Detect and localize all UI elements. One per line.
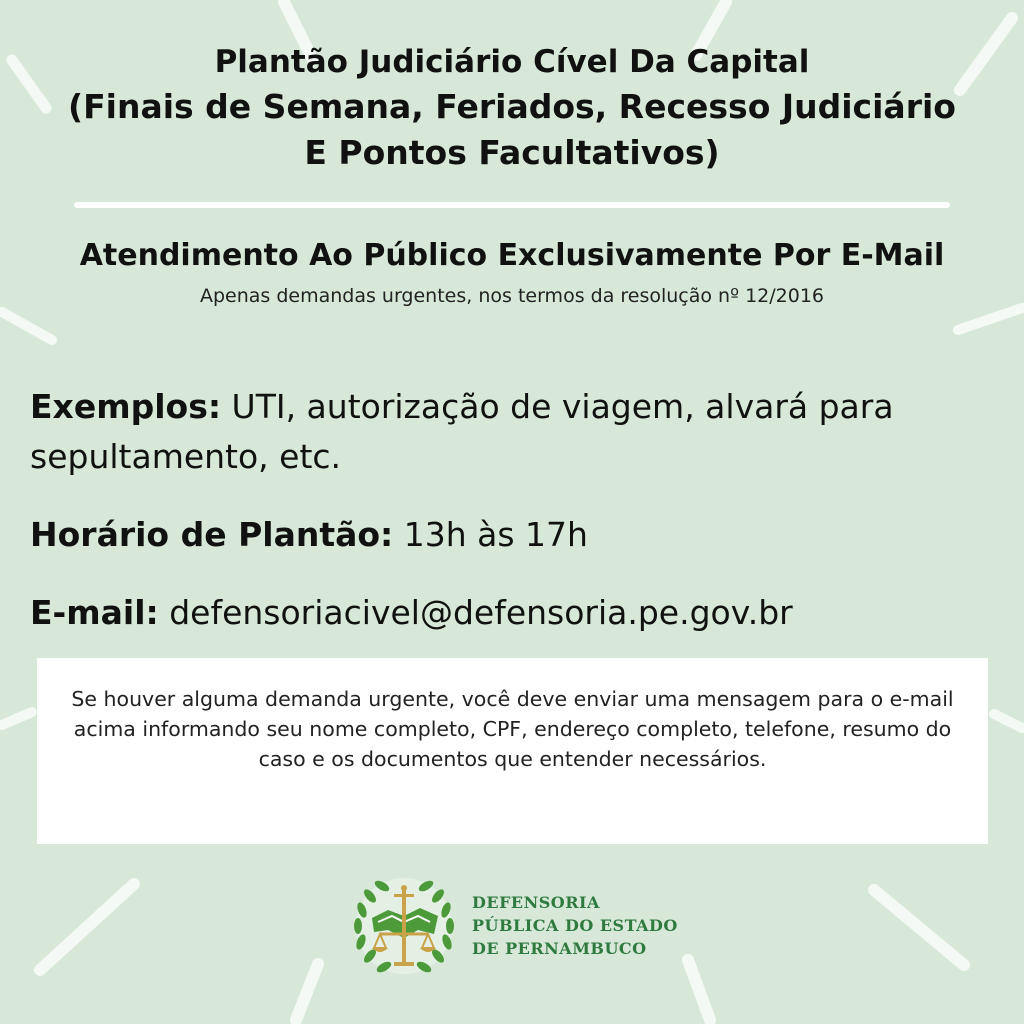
- divider: [74, 202, 950, 208]
- organization-line-3: DE PERNAMBUCO: [472, 939, 647, 958]
- notice-text: Se houver alguma demanda urgente, você deve enviar uma mensagem para o e-mail acima informando seu nome completo, CPF, endereço completo, telefone, resumo do caso e os documentos que entender necessários.: [71, 687, 954, 771]
- organization-line-2: PÚBLICA DO ESTADO: [472, 916, 678, 935]
- organization-name: [472, 891, 732, 960]
- email-address[interactable]: defensoriacivel@defensoria.pe.gov.br: [158, 593, 793, 632]
- hours-paragraph: [30, 510, 1000, 560]
- resolution-note: Apenas demandas urgentes, nos termos da resolução nº 12/2016: [199, 285, 825, 307]
- hours-text: 13h às 17h: [393, 515, 588, 554]
- hours-label: Horário de Plantão:: [30, 515, 394, 554]
- email-paragraph: [30, 588, 1000, 638]
- service-heading: Atendimento Ao Público Exclusivamente Por E-Mail: [79, 238, 945, 273]
- examples-paragraph: [30, 382, 1000, 482]
- examples-text: UTI, autorização de viagem, alvará para sepultamento, etc.: [30, 387, 894, 476]
- title-line-2: (Finais de Semana, Feriados, Recesso Judiciário: [68, 87, 956, 126]
- title-line-3: E Pontos Facultativos): [304, 133, 720, 172]
- organization-line-1: DEFENSORIA: [472, 893, 600, 912]
- notice-box: [37, 658, 988, 844]
- title-line-1: Plantão Judiciário Cível Da Capital: [214, 44, 810, 80]
- email-label: E-mail:: [30, 593, 159, 632]
- examples-label: Exemplos:: [30, 387, 222, 426]
- page-title: [0, 40, 1024, 176]
- defensoria-emblem-icon: [348, 870, 460, 982]
